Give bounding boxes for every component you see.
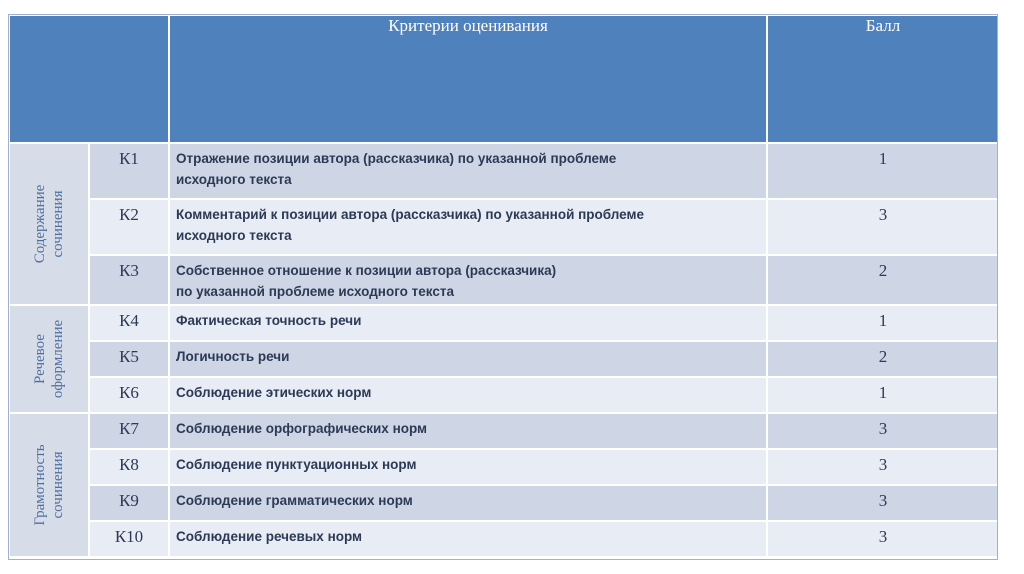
header-corner-cell — [9, 15, 169, 143]
table-row — [9, 143, 999, 199]
criterion-score: 1 — [767, 305, 999, 341]
criterion-code: К8 — [89, 449, 169, 485]
table-row — [9, 521, 999, 557]
criterion-score: 3 — [767, 413, 999, 449]
table-header-row — [9, 15, 999, 143]
criterion-text: Соблюдение пунктуационных норм — [169, 449, 767, 485]
criterion-text: Логичность речи — [169, 341, 767, 377]
table-row — [9, 413, 999, 449]
criterion-code: К1 — [89, 143, 169, 199]
criterion-code: К3 — [89, 255, 169, 305]
group-literacy — [9, 413, 89, 557]
table-row — [9, 199, 999, 255]
criterion-text: Соблюдение речевых норм — [169, 521, 767, 557]
criterion-code: К10 — [89, 521, 169, 557]
criterion-text: Комментарий к позиции автора (рассказчика) по указанной проблеме исходного текста — [169, 199, 767, 255]
group-speech — [9, 305, 89, 413]
criterion-text: Отражение позиции автора (рассказчика) по указанной проблеме исходного текста — [169, 143, 767, 199]
criterion-code: К9 — [89, 485, 169, 521]
criterion-code: К2 — [89, 199, 169, 255]
criterion-code: К7 — [89, 413, 169, 449]
criterion-code: К5 — [89, 341, 169, 377]
criterion-score: 3 — [767, 199, 999, 255]
table-row — [9, 255, 999, 305]
table-row — [9, 449, 999, 485]
table-row — [9, 341, 999, 377]
criterion-score: 1 — [767, 143, 999, 199]
header-criteria: Критерии оценивания — [169, 15, 767, 143]
criteria-table — [8, 14, 1000, 558]
criterion-text: Собственное отношение к позиции автора (рассказчика) по указанной проблеме исходного текста — [169, 255, 767, 305]
table-row — [9, 377, 999, 413]
criterion-score: 3 — [767, 521, 999, 557]
criterion-text: Соблюдение грамматических норм — [169, 485, 767, 521]
group-content — [9, 143, 89, 305]
header-score: Балл — [767, 15, 999, 143]
group-label-literacy: Грамотность сочинения — [32, 444, 66, 526]
criterion-code: К4 — [89, 305, 169, 341]
table-row — [9, 485, 999, 521]
criterion-text: Соблюдение орфографических норм — [169, 413, 767, 449]
criterion-score: 3 — [767, 485, 999, 521]
table-row — [9, 305, 999, 341]
criterion-score: 2 — [767, 341, 999, 377]
criterion-text: Соблюдение этических норм — [169, 377, 767, 413]
criterion-code: К6 — [89, 377, 169, 413]
group-label-content: Содержание сочинения — [32, 184, 66, 264]
group-label-speech: Речевое оформление — [32, 319, 66, 399]
criterion-score: 3 — [767, 449, 999, 485]
criterion-score: 1 — [767, 377, 999, 413]
criterion-score: 2 — [767, 255, 999, 305]
criterion-text: Фактическая точность речи — [169, 305, 767, 341]
